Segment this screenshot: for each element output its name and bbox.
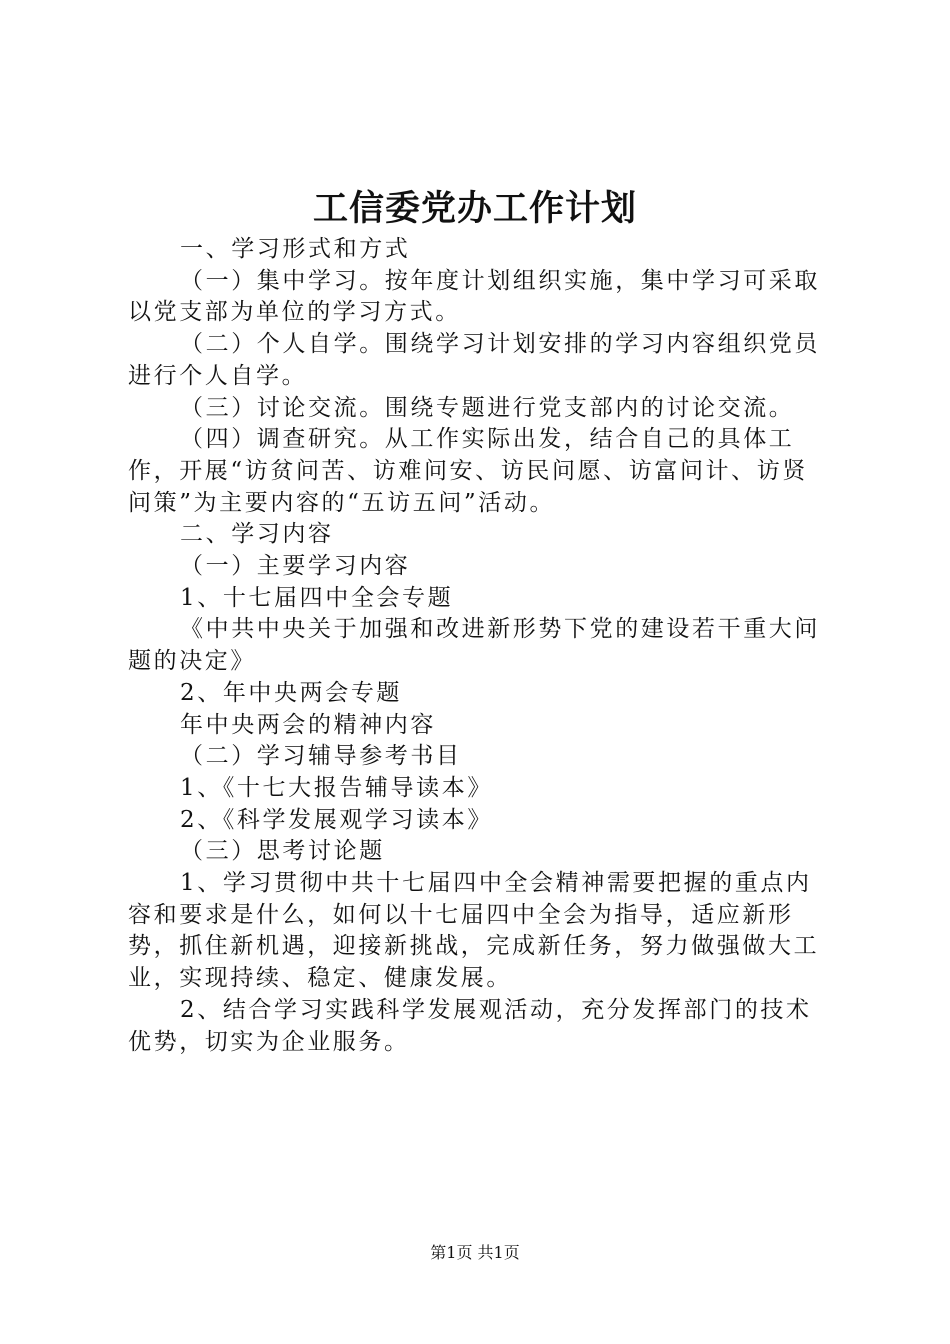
page-footer: 第1页 共1页 — [430, 1243, 520, 1262]
document-title: 工信委党办工作计划 — [312, 188, 637, 229]
list-item: 1、十七届四中全会专题 — [180, 584, 454, 611]
paragraph: 《中共中央关于加强和改进新形势下党的建设若干重大问题的决定》 — [128, 616, 820, 675]
subsection-heading: （三）思考讨论题 — [180, 838, 385, 865]
subsection-heading: （一）主要学习内容 — [180, 553, 411, 580]
paragraph: （三）讨论交流。围绕专题进行党支部内的讨论交流。 — [180, 394, 795, 421]
list-item: 2、结合学习实践科学发展观活动，充分发挥部门的技术优势，切实为企业服务。 — [128, 996, 812, 1055]
list-item: 2、《科学发展观学习读本》 — [180, 806, 493, 833]
subsection-heading: （二）学习辅导参考书目 — [180, 743, 462, 770]
list-item: 1、《十七大报告辅导读本》 — [180, 774, 493, 801]
document-body — [128, 234, 833, 1058]
paragraph: （二）个人自学。围绕学习计划安排的学习内容组织党员进行个人自学。 — [128, 331, 820, 389]
list-item: 2、年中央两会专题 — [180, 679, 403, 706]
paragraph: （四）调查研究。从工作实际出发，结合自己的具体工作，开展“访贫问苦、访难问安、访民问愿、访富问计、访贤问策”为主要内容的“五访五问”活动。 — [128, 426, 808, 516]
section-heading: 二、学习内容 — [180, 521, 334, 548]
section-heading: 一、学习形式和方式 — [180, 236, 411, 262]
paragraph: （一）集中学习。按年度计划组织实施，集中学习可采取以党支部为单位的学习方式。 — [128, 267, 820, 326]
paragraph: 年中央两会的精神内容 — [180, 711, 436, 738]
list-item: 1、学习贯彻中共十七届四中全会精神需要把握的重点内容和要求是什么，如何以十七届四中全会为指导，适应新形势，抓住新机遇，迎接新挑战，完成新任务，努力做强做大工业，实现持续、稳定、健康发展。 — [128, 870, 820, 992]
